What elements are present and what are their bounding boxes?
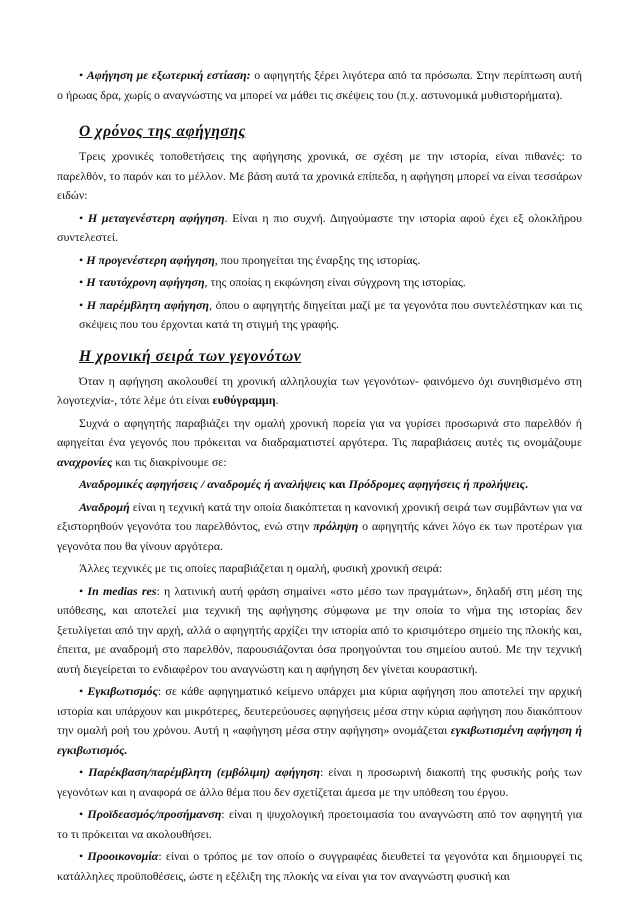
text: Όταν η αφήγηση ακολουθεί τη χρονική αλληλουχία των γεγονότων- φαινόμενο όχι συνηθισμένο στη λογοτεχνία-, τότε λέμε ότι είναι — [57, 373, 582, 407]
paragraph-linear — [57, 372, 582, 411]
text: . — [275, 393, 279, 407]
text: : είναι η προσωρινή διακοπή της φυσικής ροής των γεγονότων και η αναφορά σε άλλο θέμα που δεν σχετίζεται άμεσα με την υπόθεση του έργου. — [57, 765, 583, 799]
technique-foreshadowing — [57, 805, 582, 844]
text: Συχνά ο αφηγητής παραβιάζει την ομαλή χρονική πορεία για να γυρίσει προσωρινά στο παρελθόν ή αφηγείται ένα γεγονός που πρόκειται να διαδραματιστεί αργότερα. Τις παραβιάσεις αυτές τις ονομάζουμε — [57, 415, 582, 449]
bullet: • — [79, 583, 84, 598]
term: Η μεταγενέστερη αφήγηση — [83, 210, 225, 225]
term-prolepsis: Πρόδρομες αφηγήσεις ή προλήψεις — [348, 477, 525, 491]
bullet: • — [79, 765, 84, 779]
text: . — [524, 477, 528, 491]
text: : σε κάθε αφηγηματικό κείμενο υπάρχει μια κύρια αφήγηση που αποτελεί την αρχική ιστορία και υπάρχουν και μικρότερες, δευτερεύουσες αφηγήσεις μέσα στην κύρια αφήγηση που διακόπτουν την ομαλή ροή του χρόνου. Αυτή η «αφήγηση μέσα στην αφήγηση» ονομάζεται — [57, 684, 583, 737]
term-prolepsis-inline: πρόληψη — [313, 519, 359, 533]
technique-preparation — [57, 847, 582, 886]
term: Η προγενέστερη αφήγηση — [83, 252, 215, 267]
text: , όπου ο αφηγητής διηγείται μαζί με τα γεγονότα που συντελέστηκαν και τις σκέψεις που του έρχονται κατά τη στιγμή της γραφής. — [79, 297, 582, 331]
bullet: • — [79, 68, 84, 82]
paragraph-intro: Τρεις χρονικές τοποθετήσεις της αφήγησης χρονικά, σε σχέση με την ιστορία, είναι πιθανές: το παρελθόν, το παρόν και το μέλλον. Με βάση αυτά τα χρονικά επίπεδα, η αφήγηση μπορεί να είναι τεσσάρων ειδών: — [57, 149, 582, 202]
term-embedded: εγκιβωτισμένη αφήγηση ή εγκιβωτισμός — [57, 723, 583, 757]
paragraph-other-techniques: Άλλες τεχνικές με τις οποίες παραβιάζεται η ομαλή, φυσική χρονική σειρά: — [79, 561, 443, 575]
paragraph-flashback — [57, 498, 582, 557]
term: Αφήγηση με εξωτερική εστίαση: — [86, 68, 251, 82]
term: Η παρέμβλητη αφήγηση — [83, 297, 210, 312]
term: Προϊδεασμός/προσήμανση — [83, 807, 222, 821]
technique-embedding — [57, 682, 582, 760]
text: , της οποίας η εκφώνηση είναι σύγχρονη της ιστορίας. — [204, 275, 466, 289]
text: . Είναι η πιο συχνή. Διηγούμαστε την ιστορία αφού έχει εξ ολοκλήρου συντελεστεί. — [57, 210, 583, 244]
text: και τις διακρίνουμε σε: — [112, 454, 227, 469]
paragraph-analepsis-prolepsis — [57, 475, 582, 495]
bullet: • — [79, 849, 84, 863]
bullet: • — [79, 297, 84, 312]
term-linear: ευθύγραμμη — [212, 393, 276, 407]
bullet: • — [79, 275, 84, 289]
term: In medias res — [83, 583, 157, 598]
list-item-subsequent — [57, 209, 582, 248]
bullet: • — [79, 210, 84, 225]
term: Προοικονομία — [83, 849, 159, 863]
term: Η ταυτόχρονη αφήγηση — [83, 275, 205, 289]
bullet: • — [79, 684, 84, 698]
term-flashback: Αναδρομή — [79, 499, 130, 514]
bullet: • — [79, 807, 84, 821]
paragraph-external-focalization — [57, 66, 582, 105]
paragraph-anachronies — [57, 414, 582, 473]
text: ο αφηγητής κάνει λόγο εκ των προτέρων για γεγονότα που θα γίνουν αργότερα. — [57, 519, 582, 553]
list-item-interpolated — [57, 296, 582, 335]
list-item-prior — [57, 251, 582, 271]
text-and: και — [325, 477, 349, 491]
term: Παρέκβαση/παρέμβλητη (εμβόλιμη) αφήγηση — [83, 765, 321, 779]
text: είναι η τεχνική κατά την οποία διακόπτεται η κανονική χρονική σειρά των συμβάντων για να εξιστορηθούν γεγονότα του παρελθόντος, ενώ στην — [57, 499, 582, 533]
term: Εγκιβωτισμός — [83, 684, 158, 698]
technique-in-medias-res — [57, 582, 582, 680]
text: ο αφηγητής ξέρει λιγότερα από τα πρόσωπα. Στην περίπτωση αυτή ο ήρωας δρα, χωρίς ο αναγνώστης να μπορεί να μάθει τις σκέψεις του (π.χ. αστυνομικά μυθιστορήματα). — [57, 68, 583, 102]
text: , που προηγείται της έναρξης της ιστορίας. — [214, 252, 421, 267]
list-item-simultaneous — [57, 273, 582, 293]
section-heading-chronological-order: Η χρονική σειρά των γεγονότων — [79, 347, 302, 365]
text: : η λατινική αυτή φράση σημαίνει «στο μέσο των πραγμάτων», δηλαδή στη μέση της υπόθεσης, και αποτελεί μια τεχνική της αφήγησης σύμφωνα με την οποία το νήμα της ιστορίας δεν ξετυλίγεται από την αρχή, αλλά ο αφηγητής αρχίζει την ιστορία από το κρισιμότερο σημείο της πλοκής και, έπειτα, με αναδρομή στο παρελθόν, παρουσιάζονται όσα προηγούνται του σημείου αυτού. Με την τεχνική αυτή διεγείρεται το ενδιαφέρον του αναγνώστη και η αφήγηση δεν γίνεται κουραστική. — [57, 583, 582, 676]
term-anachronies: αναχρονίες — [57, 454, 113, 469]
section-heading-narrative-time: Ο χρόνος της αφήγησης — [79, 123, 247, 140]
term-analepsis: Αναδρομικές αφηγήσεις / αναδρομές ή αναλήψεις — [79, 477, 326, 491]
text: : είναι η ψυχολογική προετοιμασία του αναγνώστη από τον αφηγητή για το τι πρόκειται να ακολουθήσει. — [57, 807, 582, 841]
text: . — [124, 742, 128, 757]
technique-digression — [57, 763, 582, 802]
text: : είναι ο τρόπος με τον οποίο ο συγγραφέας διευθετεί τα γεγονότα και δημιουργεί τις κατάλληλες προϋποθέσεις, ώστε η εξέλιξη της πλοκής να είναι για τον αναγνώστη φυσική και — [57, 849, 583, 883]
bullet: • — [79, 252, 84, 267]
